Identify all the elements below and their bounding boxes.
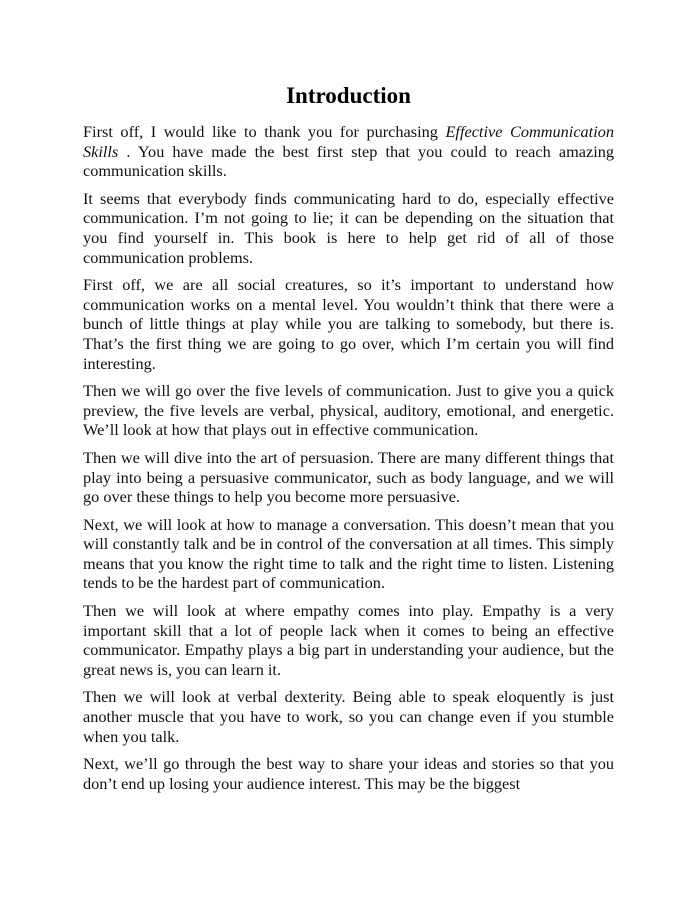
paragraph: Then we will dive into the art of persuasion. There are many different things that play into being a persuasive communicator, such as body language, and we will go over these things to help you become more persuasive. (83, 447, 614, 507)
paragraph: Next, we’ll go through the best way to share your ideas and stories so that you don’t end up losing your audience interest. This may be the biggest (83, 754, 614, 793)
paragraph: Then we will go over the five levels of communication. Just to give you a quick preview, the five levels are verbal, physical, auditory, emotional, and energetic. We’ll look at how that plays out in effective communication. (83, 381, 614, 440)
paragraph: Next, we will look at how to manage a conversation. This doesn’t mean that you will constantly talk and be in control of the conversation at all times. This simply means that you know the right time to talk and the right time to listen. Listening tends to be the hardest part of communication. (83, 514, 614, 593)
paragraph: First off, we are all social creatures, so it’s important to understand how communication works on a mental level. You wouldn’t think that there were a bunch of little things at play while you are talking to somebody, but there is. That’s the first thing we are going to go over, which I’m certain you will find interesting. (83, 275, 614, 373)
document-page (83, 80, 614, 801)
paragraph: It seems that everybody finds communicating hard to do, especially effective communication. I’m not going to lie; it can be depending on the situation that you find yourself in. This book is here to help get rid of all of those communication problems. (83, 188, 614, 267)
intro-text-end: . You have made the best first step that you could to reach amazing communication skills. (83, 141, 614, 181)
book-title: Effective Communication Skills (83, 122, 615, 161)
paragraph: Then we will look at verbal dexterity. Being able to speak eloquently is just another muscle that you have to work, so you can change even if you stumble when you talk. (83, 687, 614, 746)
intro-text-start: First off, I would like to thank you for purchasing (83, 122, 446, 141)
page-title: Introduction (286, 83, 411, 108)
paragraph: Then we will look at where empathy comes into play. Empathy is a very important skill that a lot of people lack when it comes to being an effective communicator. Empathy plays a big part in understanding your audience, but the great news is, you can learn it. (83, 601, 614, 679)
intro-paragraph (83, 122, 614, 181)
